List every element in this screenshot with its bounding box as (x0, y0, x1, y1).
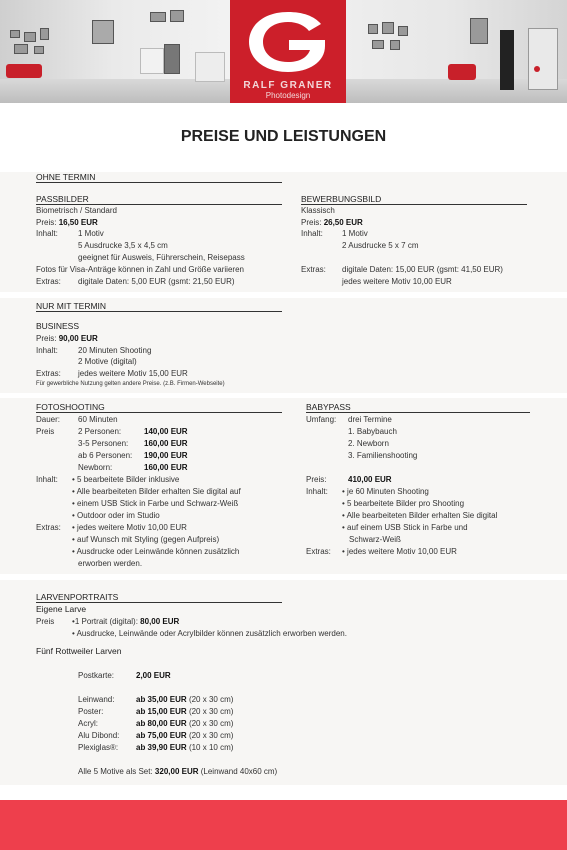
bullet-item: • Outdoor oder im Studio (72, 511, 160, 520)
extras-continuation: erworben werden. (78, 559, 143, 568)
photo-kiosk (528, 28, 558, 90)
wall-frame (398, 26, 408, 36)
wall-frame (368, 24, 378, 34)
product-price: ab 75,00 EUR (20 x 30 cm) (136, 731, 234, 740)
price-label: Preis: (301, 218, 322, 227)
bewerbungsbild-price-row (301, 217, 363, 228)
bullet-item: • einem USB Stick in Farbe und Schwarz-Weiß (72, 499, 239, 508)
inhalt-label: Inhalt: (36, 475, 58, 484)
fotoshooting-title: FOTOSHOOTING (36, 402, 282, 413)
product-price: ab 39,90 EUR (10 x 10 cm) (136, 743, 234, 752)
footer-accent-bar (0, 800, 567, 850)
inhalt-item: 2 Motive (digital) (78, 357, 137, 366)
business-price-row (36, 333, 98, 344)
product-label: Alu Dibond: (78, 731, 120, 740)
extras-item: digitale Daten: 15,00 EUR (gsmt: 41,50 EUR) (342, 265, 503, 274)
bullet-item: • jedes weitere Motiv 10,00 EUR (342, 547, 457, 556)
wall-frame (40, 28, 49, 40)
price-value: 16,50 EUR (58, 218, 98, 227)
dauer-label: Dauer: (36, 415, 61, 424)
price-value: 140,00 EUR (144, 427, 188, 436)
wall-frame (24, 32, 36, 42)
brand-subtitle: Photodesign (265, 91, 311, 100)
product-price: ab 35,00 EUR (20 x 30 cm) (136, 695, 234, 704)
wall-frame (372, 40, 384, 49)
bullet-item: • 5 bearbeitete Bilder inklusive (72, 475, 180, 484)
umfang-value: drei Termine (348, 415, 392, 424)
page-title: PREISE UND LEISTUNGEN (180, 128, 387, 145)
standing-table (500, 30, 514, 90)
postkarte-price: 2,00 EUR (136, 671, 171, 680)
counter (195, 52, 225, 82)
wall-photo (470, 18, 488, 44)
price-value: 410,00 EUR (348, 475, 392, 484)
wall-frame (34, 46, 44, 54)
portrait-print (164, 44, 180, 74)
product-label: Poster: (78, 707, 104, 716)
wall-frame (382, 22, 394, 34)
g-letter-icon (237, 6, 339, 78)
kiosk-logo (534, 66, 540, 72)
section-title: NUR MIT TERMIN (36, 301, 282, 312)
price-label: 3-5 Personen: (78, 439, 129, 448)
umfang-item: 2. Newborn (348, 439, 389, 448)
babypass-title: BABYPASS (306, 402, 530, 413)
bullet-item: • 5 bearbeitete Bilder pro Shooting (342, 499, 465, 508)
extras-label: Extras: (301, 265, 326, 274)
passbilder-price-row (36, 217, 98, 228)
set-offer: Alle 5 Motive als Set: 320,00 EUR (Leinwand 40x60 cm) (78, 767, 278, 776)
price-value: 160,00 EUR (144, 463, 188, 472)
inhalt-label: Inhalt: (301, 229, 323, 238)
inhalt-item: geeignet für Ausweis, Führerschein, Reisepass (78, 253, 245, 262)
bullet-item: •1 Portrait (digital): 80,00 EUR (72, 617, 180, 626)
inhalt-label: Inhalt: (306, 487, 328, 496)
wall-frame (14, 44, 28, 54)
postkarte-label: Postkarte: (78, 671, 115, 680)
bullet-item: • Ausdrucke oder Leinwände können zusätzlich (72, 547, 240, 556)
passbilder-note: Fotos für Visa-Anträge können in Zahl und Größe variieren (36, 265, 244, 274)
passbilder-title: PASSBILDER (36, 194, 282, 205)
product-label: Leinwand: (78, 695, 115, 704)
inhalt-label: Inhalt: (36, 346, 58, 355)
price-value: 26,50 EUR (323, 218, 363, 227)
red-chair (448, 64, 476, 80)
section-title: OHNE TERMIN (36, 172, 282, 183)
extras-label: Extras: (306, 547, 331, 556)
red-sofa (6, 64, 42, 78)
bullet-item: • jedes weitere Motiv 10,00 EUR (72, 523, 187, 532)
price-label: 2 Personen: (78, 427, 122, 436)
product-price: ab 15,00 EUR (20 x 30 cm) (136, 707, 234, 716)
product-price: ab 80,00 EUR (20 x 30 cm) (136, 719, 234, 728)
price-value: 160,00 EUR (144, 439, 188, 448)
price-label: Preis: (36, 334, 57, 343)
business-title: BUSINESS (36, 321, 79, 331)
extras-label: Extras: (36, 277, 61, 286)
product-label: Acryl: (78, 719, 98, 728)
bewerbungsbild-type: Klassisch (301, 206, 335, 215)
inhalt-item: 1 Motiv (342, 229, 368, 238)
price-label: Newborn: (78, 463, 113, 472)
passbilder-type: Biometrisch / Standard (36, 206, 117, 215)
price-label: ab 6 Personen: (78, 451, 133, 460)
dauer-value: 60 Minuten (78, 415, 118, 424)
wall-frame (170, 10, 184, 22)
price-value: 190,00 EUR (144, 451, 188, 460)
brand-logo (230, 0, 346, 103)
inhalt-item: 2 Ausdrucke 5 x 7 cm (342, 241, 419, 250)
bewerbungsbild-title: BEWERBUNGSBILD (301, 194, 527, 205)
eigene-larve-title: Eigene Larve (36, 604, 87, 614)
inhalt-item: 20 Minuten Shooting (78, 346, 152, 355)
extras-item: jedes weitere Motiv 15,00 EUR (78, 369, 188, 378)
extras-label: Extras: (36, 369, 61, 378)
bullet-item: • auf Wunsch mit Styling (gegen Aufpreis) (72, 535, 220, 544)
counter (140, 48, 164, 74)
extras-item: digitale Daten: 5,00 EUR (gsmt: 21,50 EUR) (78, 277, 235, 286)
wall-frame (10, 30, 20, 38)
preis-label: Preis (36, 617, 55, 626)
fuenf-larven-title: Fünf Rottweiler Larven (36, 646, 122, 656)
umfang-item: 1. Babybauch (348, 427, 397, 436)
wall-frame (390, 40, 400, 50)
business-note: Für gewerbliche Nutzung gelten andere Preise. (z.B. Firmen-Webseite) (36, 381, 225, 387)
bullet-item: • Ausdrucke, Leinwände oder Acrylbilder können zusätzlich erworben werden. (72, 629, 347, 638)
extras-item: jedes weitere Motiv 10,00 EUR (342, 277, 452, 286)
inhalt-continuation: Schwarz-Weiß (349, 535, 401, 544)
bullet-item: • Alle bearbeiteten Bilder erhalten Sie digital (342, 511, 498, 520)
umfang-item: 3. Familienshooting (348, 451, 418, 460)
brand-name: RALF GRANER (243, 80, 333, 91)
preis-label: Preis (36, 427, 55, 436)
preis-label: Preis: (306, 475, 327, 484)
inhalt-label: Inhalt: (36, 229, 58, 238)
bullet-item: • je 60 Minuten Shooting (342, 487, 429, 496)
larvenportraits-title: LARVENPORTRAITS (36, 592, 282, 603)
wall-frame (150, 12, 166, 22)
bullet-item: • Alle bearbeiteten Bilder erhalten Sie digital auf (72, 487, 241, 496)
price-label: Preis: (36, 218, 57, 227)
product-label: Plexiglas®: (78, 743, 119, 752)
extras-label: Extras: (36, 523, 61, 532)
inhalt-item: 5 Ausdrucke 3,5 x 4,5 cm (78, 241, 168, 250)
umfang-label: Umfang: (306, 415, 337, 424)
bullet-item: • auf einem USB Stick in Farbe und (342, 523, 468, 532)
inhalt-item: 1 Motiv (78, 229, 104, 238)
wall-photo (92, 20, 114, 44)
price-value: 90,00 EUR (58, 334, 98, 343)
